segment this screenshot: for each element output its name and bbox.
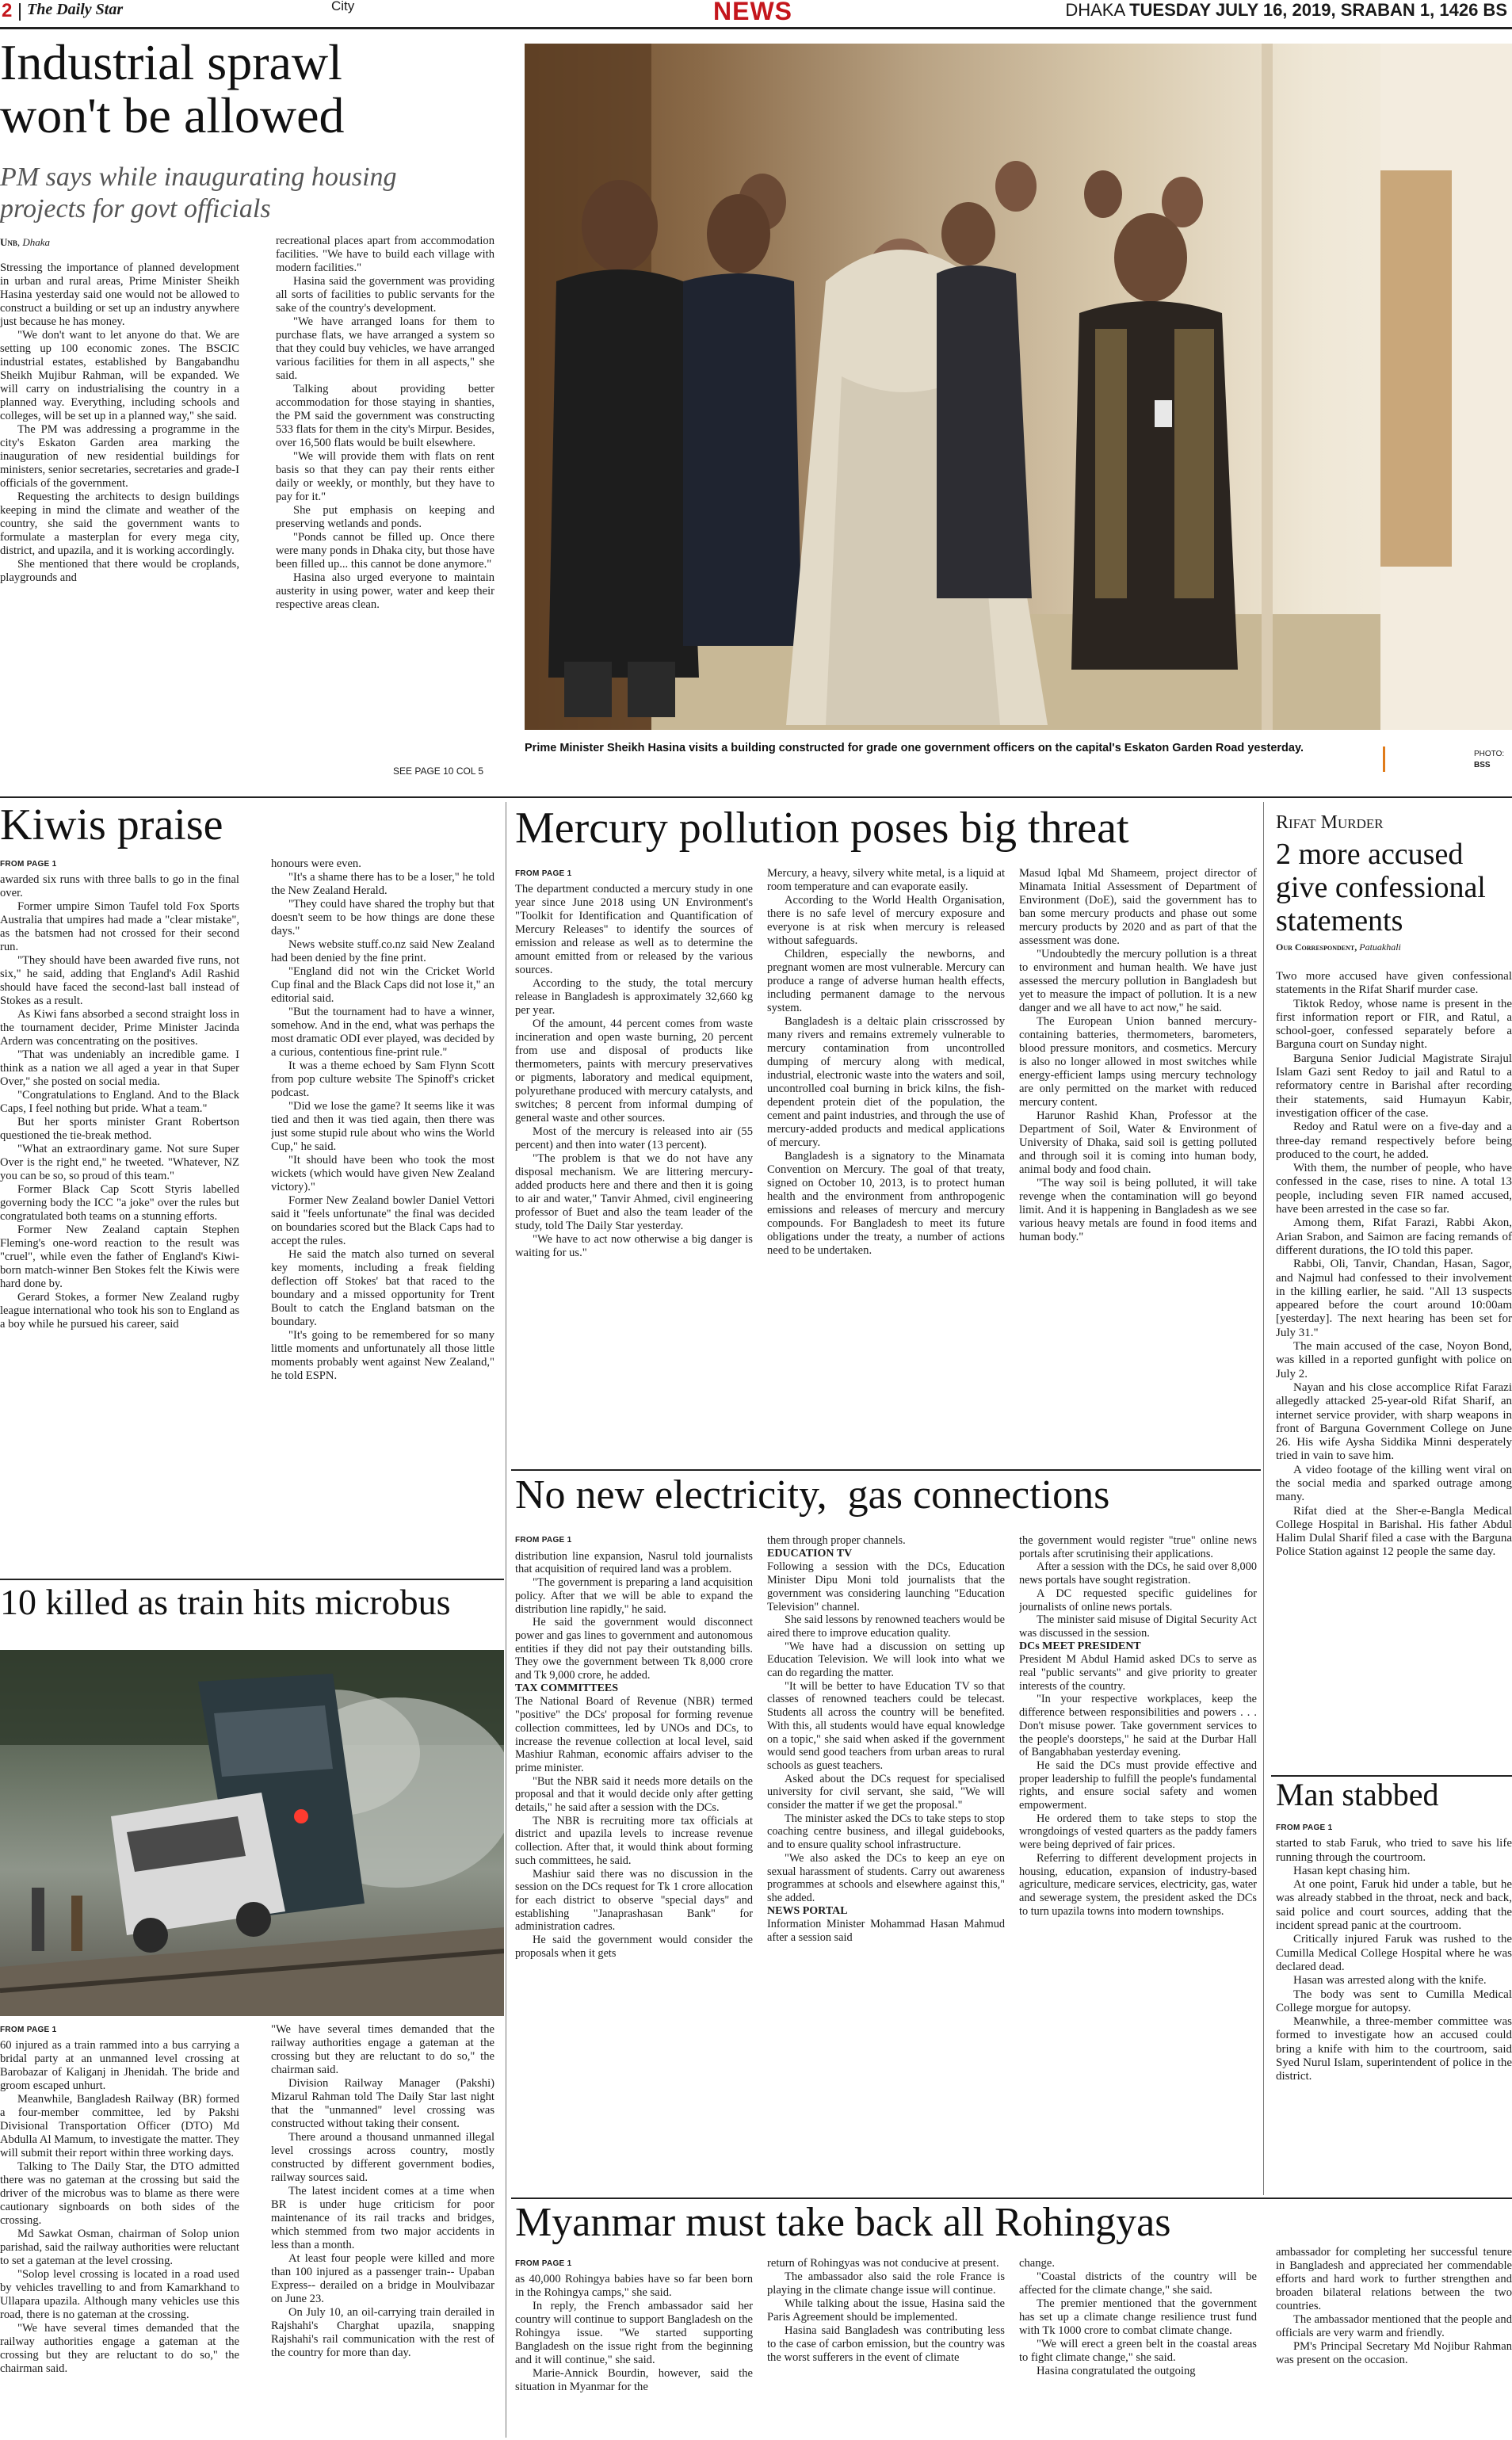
paragraph: Mercury, a heavy, silvery white metal, is a liquid at room temperature and can evaporate easily. bbox=[767, 867, 1005, 893]
rohingya-column-4 bbox=[1276, 2246, 1512, 2438]
paragraph: Hasina said the government was providing all sorts of facilities to public servants for the sake of the country's development. bbox=[276, 275, 494, 315]
paragraph: Gerard Stokes, a former New Zealand rugby league international who took his son to England as a boy while he pursued his career, said bbox=[0, 1291, 239, 1331]
paragraph: The latest incident comes at a time when BR is under huge criticism for poor maintenance of its rail tracks and bridges, which stemmed from two major accidents in less than a month. bbox=[271, 2185, 494, 2251]
paragraph: "We will provide them with flats on rent basis so that they can pay their rents either daily or weekly, or monthly, but they have to pay for it." bbox=[276, 450, 494, 503]
from-page-label: FROM PAGE 1 bbox=[515, 2259, 572, 2268]
lead-byline bbox=[0, 236, 50, 249]
from-page-label: FROM PAGE 1 bbox=[515, 869, 572, 878]
paragraph: change. bbox=[1019, 2257, 1055, 2270]
paragraph: "England did not win the Cricket World Cup final and the Black Caps did not lose it," an editorial said. bbox=[271, 965, 494, 1005]
paragraph: ambassador for completing her successful tenure in Bangladesh and appreciated her commendable efforts and hard work to further strengthen and broaden bilateral relations between the two countries. bbox=[1276, 2246, 1512, 2312]
paragraph: started to stab Faruk, who tried to save his life running through the courtroom. bbox=[1276, 1837, 1512, 1864]
electricity-headline: No new electricity, gas connections bbox=[515, 1472, 1110, 1518]
dateline bbox=[1065, 0, 1507, 21]
paragraph: He said the match also turned on several key moments, including a freak fielding deflection off Stokes' bat that raced to the boundary and a missed opportunity for Trent Boult to catch the England batsman on the boundary. bbox=[271, 1248, 494, 1328]
paragraph: "Congratulations to England. And to the Black Caps, I feel nothing but pride. What a team." bbox=[0, 1089, 239, 1115]
rifat-headline-line: statements bbox=[1276, 904, 1403, 937]
paragraph: Rifat died at the Sher-e-Bangla Medical College Hospital in Barishal. His father Abdul Halim Dulal Sharif filed a case with the Barguna Police Station against 12 people the same day. bbox=[1276, 1504, 1512, 1559]
paragraph: The minister said misuse of Digital Security Act was discussed in the session. bbox=[1019, 1613, 1257, 1640]
paragraph: "But the NBR said it needs more details on the proposal and that it would decide only after getting details," he said after a session with the DCs. bbox=[515, 1774, 753, 1815]
paragraph: honours were even. bbox=[271, 857, 361, 870]
rifat-headline-line: give confessional bbox=[1276, 871, 1486, 904]
paragraph: "We have had a discussion on setting up Education Television. We will look into what we can do regarding the matter. bbox=[767, 1640, 1005, 1680]
paragraph: distribution line expansion, Nasrul told journalists that acquisition of required land was a problem. bbox=[515, 1549, 753, 1576]
page-number: 2 bbox=[2, 0, 13, 21]
paragraph: "We have several times demanded that the railway authorities engage a gateman at the crossing but they are reluctant to do so," the chairman said. bbox=[271, 2023, 494, 2076]
paragraph: Hasina also urged everyone to maintain austerity in using power, water and keep their respective areas clean. bbox=[276, 571, 494, 611]
paragraph: The minister asked the DCs to take steps to stop coaching centre business, and illegal guidebooks, and to ensure quality school infrastructure. bbox=[767, 1812, 1005, 1852]
mercury-column-2 bbox=[767, 867, 1005, 1461]
paragraph: Harunor Rashid Khan, Professor at the Department of Soil, Water & Environment of University of Dhaka, said soil is getting polluted and through soil it is coming into human body, animal body and food chain. bbox=[1019, 1109, 1257, 1176]
lead-column-1 bbox=[0, 262, 239, 785]
paragraph: Hasina said Bangladesh was contributing less to the case of carbon emission, but the country was the worst sufferers in the event of climate bbox=[767, 2324, 1005, 2364]
section-rule bbox=[511, 2198, 1512, 2199]
rohingya-column-1 bbox=[515, 2257, 753, 2438]
section-label: City bbox=[331, 0, 355, 13]
paragraph: She mentioned that there would be croplands, playgrounds and bbox=[0, 558, 239, 584]
masthead bbox=[0, 0, 1512, 29]
paragraph: At one point, Faruk hid under a table, but he was already stabbed in the throat, neck and back, said police and court sources, adding that the incident spread panic at the courtroom. bbox=[1276, 1878, 1512, 1933]
byline-source: Unb bbox=[0, 236, 17, 248]
photo-scene bbox=[525, 44, 1512, 730]
rohingya-column-2 bbox=[767, 2257, 1005, 2438]
paragraph: "Ponds cannot be filled up. Once there were many ponds in Dhaka city, but those have been filled up... this cannot be done anymore." bbox=[276, 531, 494, 571]
byline-place: , Dhaka bbox=[17, 236, 51, 248]
lead-headline-line: Industrial sprawl bbox=[0, 34, 342, 90]
paragraph: She put emphasis on keeping and preserving wetlands and ponds. bbox=[276, 504, 494, 530]
subheading: NEWS PORTAL bbox=[767, 1904, 848, 1917]
paragraph: While talking about the issue, Hasina said the Paris Agreement should be implemented. bbox=[767, 2297, 1005, 2324]
subheading: EDUCATION TV bbox=[767, 1547, 853, 1560]
paragraph: Hasan was arrested along with the knife. bbox=[1293, 1974, 1487, 1988]
paragraph: "They should have been awarded five runs, not six," he said, adding that England's Adil Rashid should have faced the second-last ball instead of Stokes as a result. bbox=[0, 954, 239, 1007]
paragraph: On July 10, an oil-carrying train derailed in Rajshahi's Charghat upazila, snapping Rajshahi's rail communication with the rest of the country for more than day. bbox=[271, 2306, 494, 2359]
paragraph: "Did we lose the game? It seems like it was tied and then it was tied again, then there was just some stupid rule about who wins the World Cup," he said. bbox=[271, 1100, 494, 1153]
paragraph: He said the government would consider the proposals when it gets bbox=[515, 1934, 753, 1960]
paragraph: President M Abdul Hamid asked DCs to serve as real "public servants" and give priority to greater interests of the country. bbox=[1019, 1653, 1257, 1693]
paragraph: The European Union banned mercury-containing batteries, thermometers, barometers, blood pressure monitors, and cosmetics. Mercury is also no longer allowed in most switches while energy-efficient lamps using mercury technology are only permitted on the market with reduced mercury content. bbox=[1019, 1015, 1257, 1109]
paragraph: Barguna Senior Judicial Magistrate Sirajul Islam Gazi sent Redoy to jail and Ratul to a reformatory centre in Barishal after recording their statements, said Humayun Kabir, investigation officer of the case. bbox=[1276, 1052, 1512, 1120]
paragraph: Marie-Annick Bourdin, however, said the situation in Myanmar for the bbox=[515, 2367, 753, 2393]
paragraph: "Undoubtedly the mercury pollution is a threat to environment and human health. We have just assessed the mercury pollution in Bangladesh but yet to measure the impact of pollution. It is a new danger and we all have to act now," he said. bbox=[1019, 948, 1257, 1014]
rohingya-column-3 bbox=[1019, 2257, 1257, 2438]
paragraph: The NBR is recruiting more tax officials at district and upazila levels to increase revenue collection. After that, it would think about forming such committees, he said. bbox=[515, 1814, 753, 1867]
lead-subhead bbox=[0, 162, 515, 225]
paragraph: Talking about providing better accommodation for those staying in shanties, the PM said the government was constructing 533 flats for them in the city's Mirpur. Besides, over 16,500 flats would be built elsewhere. bbox=[276, 383, 494, 449]
section-rule bbox=[511, 1469, 1261, 1471]
kiwis-column-2 bbox=[271, 857, 494, 1575]
mercury-column-1 bbox=[515, 867, 753, 1461]
paragraph: Former Black Cap Scott Styris labelled governing body the ICC "a joke" over the rules but congratulated both teams on a stunning efforts. bbox=[0, 1183, 239, 1223]
paragraph: "We have arranged loans for them to purchase flats, we have arranged a system so that they could buy vehicles, we have arranged various facilities for them in all aspects," she said. bbox=[276, 315, 494, 382]
lead-subhead-line: PM says while inaugurating housing bbox=[0, 162, 397, 192]
paragraph: The department conducted a mercury study in one year since June 2018 using UN Environment's "Toolkit for Identification and Quantification of Mercury Releases" to identify the sources of emission and release as well as to determine the amount emitted from or released by the various sources. bbox=[515, 883, 753, 976]
category-label: NEWS bbox=[713, 0, 792, 25]
paragraph: "Coastal districts of the country will be affected for the climate change," she said. bbox=[1019, 2270, 1257, 2297]
paragraph: "What an extraordinary game. Not sure Super Over is the right end," he tweeted. "Whatever, NZ you can be so, so proud of this team." bbox=[0, 1143, 239, 1182]
paragraph: Md Sawkat Osman, chairman of Solop union parishad, said the railway authorities were reluctant to set a gateman at the level crossing. bbox=[0, 2228, 239, 2267]
lead-subhead-line: projects for govt officials bbox=[0, 194, 271, 223]
paragraph: The main accused of the case, Noyon Bond, was killed in a reported gunfight with police on July 2. bbox=[1276, 1340, 1512, 1380]
paragraph: There around a thousand unmanned illegal level crossings across country, mostly constructed by different government bodies, railway sources said. bbox=[271, 2131, 494, 2184]
rifat-headline bbox=[1276, 838, 1506, 937]
paragraph: Following a session with the DCs, Education Minister Dipu Moni told journalists that the government was considering launching "Education Television" channel. bbox=[767, 1560, 1005, 1613]
paragraph: Bangladesh is a signatory to the Minamata Convention on Mercury. The goal of that treaty, signed on October 10, 2013, is to protect human health and the environment from anthropogenic emissions and releases of mercury and mercury compounds. For Bangladesh to meet its future obligations under the treaty, a number of actions need to be undertaken. bbox=[767, 1150, 1005, 1257]
paragraph: "They could have shared the trophy but that doesn't seem to be how things are done these days." bbox=[271, 898, 494, 937]
rifat-byline-place: Patuakhali bbox=[1357, 941, 1401, 953]
paragraph: Tiktok Redoy, whose name is present in the first information report or FIR, and Ratul, a school-goer, confessed separately before a Barguna court on Sunday night. bbox=[1276, 997, 1512, 1052]
lead-headline bbox=[0, 36, 515, 142]
paragraph: Referring to different development projects in housing, education, expansion of industry-based agriculture, medicare services, electricity, gas, water and sewerage system, the president asked the DCs to turn upazila towns into modern townships. bbox=[1019, 1851, 1257, 1918]
paragraph: Stressing the importance of planned development in urban and rural areas, Prime Minister Sheikh Hasina yesterday said one would not be allowed to construct a building or set up an industry anywhere just because he has money. bbox=[0, 262, 239, 328]
paragraph: She said lessons by renowned teachers would be aired there to improve education quality. bbox=[767, 1613, 1005, 1640]
paragraph: But her sports minister Grant Robertson questioned the tie-break method. bbox=[0, 1116, 239, 1142]
paragraph: Critically injured Faruk was rushed to the Cumilla Medical College Hospital where he was declared dead. bbox=[1276, 1933, 1512, 1973]
paragraph: Most of the mercury is released into air (55 percent) and then into water (13 percent). bbox=[515, 1125, 753, 1151]
paragraph: The ambassador also said the role France is playing in the climate change issue will continue. bbox=[767, 2270, 1005, 2297]
paragraph: PM's Principal Secretary Md Nojibur Rahman was present on the occasion. bbox=[1276, 2340, 1512, 2366]
paragraph: "Solop level crossing is located in a road used by vehicles travelling to and from Kamarkhand to Ullapara upazila. Although many vehicles use this road, there is no gateman at the crossing. bbox=[0, 2268, 239, 2321]
stabbed-headline: Man stabbed bbox=[1276, 1777, 1439, 1812]
rohingya-headline: Myanmar must take back all Rohingyas bbox=[515, 2200, 1171, 2245]
paragraph: He said the DCs must provide effective and proper leadership to fulfill the people's fundamental rights, and ensure social safety and women empowerment. bbox=[1019, 1758, 1257, 1812]
photo-credit-source: BSS bbox=[1474, 761, 1491, 769]
paragraph: Meanwhile, a three-member committee was formed to investigate how an accused could bring a knife with him to the courtroom, said Syed Nurul Islam, superintendent of police in the district. bbox=[1276, 2015, 1512, 2083]
paragraph: Nayan and his close accomplice Rifat Farazi allegedly attacked 25-year-old Rifat Sharif, an internet service provider, with sharp weapons in front of Barguna Government College on June 26. His wife Aysha Siddika Minni desperately tried in vain to save him. bbox=[1276, 1380, 1512, 1463]
paragraph: "We have to act now otherwise a big danger is waiting for us." bbox=[515, 1233, 753, 1259]
from-page-label: FROM PAGE 1 bbox=[0, 2026, 57, 2034]
paragraph: Asked about the DCs request for specialised university for civil servant, she said, "We will consider the matter if we get the proposal." bbox=[767, 1772, 1005, 1812]
column-rule bbox=[1263, 802, 1264, 2195]
paragraph: Children, especially the newborns, and pregnant women are most vulnerable. Mercury can produce a range of adverse human health effects, including permanent damage to the nervous system. bbox=[767, 948, 1005, 1014]
paragraph: "It's going to be remembered for so many little moments and unfortunately all those little moments probably went against New Zealand," he told ESPN. bbox=[271, 1329, 494, 1382]
paragraph: Information Minister Mohammad Hasan Mahmud after a session said bbox=[767, 1918, 1005, 1945]
from-page-label: FROM PAGE 1 bbox=[1276, 1823, 1333, 1832]
masthead-rule bbox=[0, 27, 1512, 29]
paragraph: "We have several times demanded that the railway authorities engage a gateman at the crossing but they are reluctant to do so," the chairman said. bbox=[0, 2322, 239, 2375]
rifat-column bbox=[1276, 970, 1512, 1767]
mercury-column-3 bbox=[1019, 867, 1257, 1461]
continued-label: SEE PAGE 10 COL 5 bbox=[393, 766, 484, 777]
paragraph: "It will be better to have Education TV so that classes of renowned teachers could be telecast. Students all across the country will be benefited. With this, all students would have equal knowledge on a topic," she said when asked if the government would send good teachers from urban areas to rural schools as guest teachers. bbox=[767, 1679, 1005, 1772]
paragraph: "We also asked the DCs to keep an eye on sexual harassment of students. Carry out awareness programmes at schools and elsewhere against this," she added. bbox=[767, 1851, 1005, 1904]
paragraph: It was a theme echoed by Sam Flynn Scott from pop culture website The Spinoff's cricket podcast. bbox=[271, 1060, 494, 1099]
train-column-1 bbox=[0, 2023, 239, 2435]
paragraph: Former umpire Simon Taufel told Fox Sports Australia that umpires had made a "clear mistake", as the batsmen had not crossed for their second run. bbox=[0, 900, 239, 953]
paragraph: as 40,000 Rohingya babies have so far been born in the Rohingya camps," she said. bbox=[515, 2273, 753, 2299]
paragraph: Hasan kept chasing him. bbox=[1293, 1864, 1411, 1877]
train-photo bbox=[0, 1650, 504, 2016]
paragraph: The body was sent to Cumilla Medical College morgue for autopsy. bbox=[1276, 1988, 1512, 2014]
lead-column-2 bbox=[276, 235, 494, 766]
rifat-kicker: Rifat Murder bbox=[1276, 812, 1384, 833]
dateline-place: DHAKA bbox=[1065, 0, 1124, 20]
paragraph: Former New Zealand captain Stephen Fleming's one-word reaction to the result was "cruel", while even the father of England's Kiwi-born match-winner Ben Stokes felt the Kiwis were hard done by. bbox=[0, 1224, 239, 1290]
paragraph: He ordered them to take steps to stop the wrongdoings of vested quarters as the paddy famers were being deprived of fair prices. bbox=[1019, 1812, 1257, 1852]
paragraph: With them, the number of people, who have confessed in the case, rises to nine. A total 13 people, including seven FIR named accused, have been arrested in the case so far. bbox=[1276, 1162, 1512, 1216]
section-rule bbox=[0, 796, 1512, 798]
lead-photo-caption: Prime Minister Sheikh Hasina visits a building constructed for grade one government officers on the capital's Eskaton Garden Road yesterday. bbox=[525, 742, 1304, 754]
paragraph: "We will erect a green belt in the coastal areas to fight climate change," she said. bbox=[1019, 2338, 1257, 2364]
paragraph: Of the amount, 44 percent comes from waste incineration and open waste burning, 20 percent from use and disposal of products like thermometers, paints with mercury preservatives or pigments, laboratory and medical equipment, polyurethane produced with mercury catalysts, and switches; 8 percent from informal dumping of general waste and other sources. bbox=[515, 1018, 753, 1125]
lead-headline-line: won't be allowed bbox=[0, 86, 345, 143]
paragraph: The PM was addressing a programme in the city's Eskaton Garden area marking the inauguration of new residential buildings for ministers, senior secretaries, secretaries and grade-I officials of the government. bbox=[0, 423, 239, 490]
paragraph: The premier mentioned that the government has set up a climate change resilience trust fund with Tk 1000 crore to combat climate change. bbox=[1019, 2297, 1257, 2337]
paragraph: The ambassador mentioned that the people and officials are very warm and friendly. bbox=[1276, 2313, 1512, 2339]
paragraph: 60 injured as a train rammed into a bus carrying a bridal party at an unmanned level crossing at Barobazar of Kaliganj in Jhenidah. The bride and groom escaped unhurt. bbox=[0, 2039, 239, 2092]
paragraph: Among them, Rifat Farazi, Rabbi Akon, Arian Srabon, and Saimon are facing remands of different durations, the IO told this paper. bbox=[1276, 1216, 1512, 1257]
caption-accent-bar bbox=[1383, 747, 1385, 772]
paragraph: Hasina congratulated the outgoing bbox=[1037, 2365, 1196, 2377]
paragraph: awarded six runs with three balls to go in the final over. bbox=[0, 873, 239, 899]
rifat-byline bbox=[1276, 941, 1401, 953]
paper-name: The Daily Star bbox=[27, 1, 124, 18]
paragraph: As Kiwi fans absorbed a second straight loss in the tournament decider, Prime Minister Jacinda Ardern was concentrating on the positives. bbox=[0, 1008, 239, 1048]
paragraph: In reply, the French ambassador said her country will continue to support Bangladesh on the Rohingya issue. "We started supporting Bangladesh on the issue right from the beginning and it will continue," she said. bbox=[515, 2300, 753, 2366]
paragraph: "We don't want to let anyone do that. We are setting up 100 economic zones. The BSCIC industrial estates, established by Bangabandhu Sheikh Mujibur Rahman, will be expanded. We will carry on industrialising the country in a planned way. Everything, including schools and colleges, will be set up in a planned way," she said. bbox=[0, 329, 239, 422]
paragraph: Requesting the architects to design buildings keeping in mind the climate and weather of the country, she said the government wants to formulate a masterplan for every mega city, district, and upazila, and it is working accordingly. bbox=[0, 491, 239, 557]
from-page-label: FROM PAGE 1 bbox=[515, 1536, 572, 1545]
subheading: DCs MEET PRESIDENT bbox=[1019, 1640, 1141, 1652]
paragraph: He said the government would disconnect power and gas lines to government and autonomous entities if they did not pay their outstanding bills. They owe the government between Tk 8,000 crore and Tk 9,000 crore, he added. bbox=[515, 1616, 753, 1682]
rifat-byline-source: Our Correspondent, bbox=[1276, 941, 1357, 953]
paragraph: Mashiur said there was no discussion in the session on the DCs request for Tk 1 crore allocation for each district to observe "special days" and establishing "Janaprashasan Bank" for administration cadres. bbox=[515, 1867, 753, 1934]
subheading: TAX COMMITTEES bbox=[515, 1682, 619, 1694]
paragraph: The National Board of Revenue (NBR) termed "positive" the DCs' proposal for forming revenue collection committees, led by UNOs and DCs, to increase the revenue collection at local level, said Mashiur Rahman, economic affairs adviser to the prime minister. bbox=[515, 1695, 753, 1774]
electricity-column-2 bbox=[767, 1534, 1005, 2192]
kiwis-headline: Kiwis praise bbox=[0, 800, 223, 850]
train-headline: 10 killed as train hits microbus bbox=[0, 1582, 451, 1622]
paragraph: "It's a shame there has to be a loser," he told the New Zealand Herald. bbox=[271, 871, 494, 897]
paragraph: "The problem is that we do not have any disposal mechanism. We are littering mercury-added products here and there and then it is going to air and water," Tanvir Ahmed, civil engineering professor of Buet and also the team leader of the study, told The Daily Star yesterday. bbox=[515, 1152, 753, 1232]
section-rule bbox=[0, 1579, 504, 1580]
paragraph: Redoy and Ratul were on a five-day and a three-day remand respectively before being produced to the court, he added. bbox=[1276, 1121, 1512, 1161]
electricity-column-1 bbox=[515, 1534, 753, 2192]
from-page-label: FROM PAGE 1 bbox=[0, 860, 57, 869]
paragraph: According to the World Health Organisation, there is no safe level of mercury exposure and everyone is at risk when mercury is released without safeguards. bbox=[767, 894, 1005, 947]
photo-credit bbox=[1474, 749, 1504, 771]
mercury-headline: Mercury pollution poses big threat bbox=[515, 804, 1129, 853]
paragraph: At least four people were killed and more than 100 injured as a passenger train-- Upaban Express-- derailed on a bridge in Moulvibazar on June 23. bbox=[271, 2252, 494, 2305]
paragraph: Two more accused have given confessional statements in the Rifat Sharif murder case. bbox=[1276, 970, 1512, 997]
train-scene bbox=[0, 1650, 504, 2016]
paragraph: "The government is preparing a land acquisition policy. After that we will be able to expand the distribution line rapidly," he said. bbox=[515, 1576, 753, 1616]
paragraph: "It should have been who took the most wickets (which would have given New Zealand victory)." bbox=[271, 1154, 494, 1193]
lead-photo bbox=[525, 44, 1512, 730]
dateline-date: TUESDAY JULY 16, 2019, SRABAN 1, 1426 BS bbox=[1129, 0, 1507, 20]
paragraph: return of Rohingyas was not conducive at present. bbox=[767, 2257, 999, 2270]
paragraph: Meanwhile, Bangladesh Railway (BR) formed a four-member committee, led by Pakshi Divisional Transportation Officer (DTO) Md Abdulla Al Mamum, to investigate the matter. They will submit their report within three working days. bbox=[0, 2093, 239, 2159]
paragraph: Talking to The Daily Star, the DTO admitted there was no gateman at the crossing but said the driver of the microbus was to blame as there were cautionary signboards on both sides of the crossing. bbox=[0, 2160, 239, 2227]
paragraph: Bangladesh is a deltaic plain crisscrossed by many rivers and remains extremely vulnerable to mercury contamination from uncontrolled dumping of mercury along with medical, industrial, electronic waste into the waters and soil, uncontrolled coal burning in brick kilns, the fish-dependent protein diet of the population, the cement and paint industries, and through the use of mercury-added products and medical applications of mercury. bbox=[767, 1015, 1005, 1149]
paragraph: According to the study, the total mercury release in Bangladesh is approximately 32,660 kg per year. bbox=[515, 977, 753, 1017]
paragraph: "That was undeniably an incredible game. I think as a nation we all aged a year in that Super Over," she posted on social media. bbox=[0, 1048, 239, 1088]
paragraph: Division Railway Manager (Pakshi) Mizarul Rahman told The Daily Star last night that the "unmanned" level crossing was constructed without taking their consent. bbox=[271, 2077, 494, 2130]
paragraph: "In your respective workplaces, keep the difference between responsibilities and powers . . . Don't misuse power. Take government services to the people's doorsteps," he said at the Durbar Hall of Bangabhaban yesterday evening. bbox=[1019, 1693, 1257, 1759]
paragraph: the government would register "true" online news portals after scrutinising their applications. bbox=[1019, 1534, 1257, 1560]
electricity-column-3 bbox=[1019, 1534, 1257, 2192]
paragraph: News website stuff.co.nz said New Zealand had been denied by the fine print. bbox=[271, 938, 494, 964]
paragraph: recreational places apart from accommodation facilities. "We have to build each village with modern facilities." bbox=[276, 235, 494, 274]
stabbed-column bbox=[1276, 1821, 1512, 2195]
kiwis-column-1 bbox=[0, 857, 239, 1575]
rifat-headline-line: 2 more accused bbox=[1276, 838, 1464, 871]
paragraph: "The way soil is being polluted, it will take revenge when the contamination will go beyond limit. And it is happening in Bangladesh as we see various heavy metals are found in food items and human body." bbox=[1019, 1177, 1257, 1243]
train-column-2 bbox=[271, 2023, 494, 2435]
paragraph: "But the tournament had to have a winner, somehow. And in the end, what was perhaps the most dramatic ODI ever played, was decided by a curious, contentious fine-print rule." bbox=[271, 1006, 494, 1059]
paragraph: A video footage of the killing went viral on the social media and sparked outrage among many. bbox=[1276, 1463, 1512, 1504]
photo-credit-label: PHOTO: bbox=[1474, 750, 1505, 758]
paragraph: Rabbi, Oli, Tanvir, Chandan, Hasan, Sagor, and Najmul had confessed to their involvement in the killing earlier, he said. "All 13 suspects appeared before the court around 10:00am [yesterday]. The next hearing has been set for July 31." bbox=[1276, 1258, 1512, 1339]
paragraph: A DC requested specific guidelines for journalists of online news portals. bbox=[1019, 1587, 1257, 1613]
paragraph: them through proper channels. bbox=[767, 1534, 906, 1547]
paragraph: Masud Iqbal Md Shameem, project director of Minamata Initial Assessment of Department of Environment (DoE), said the government has to ban some mercury products and phase out some mercury products by 2020 and as part of that the assessment was done. bbox=[1019, 867, 1257, 947]
paragraph: After a session with the DCs, he said over 8,000 news portals have sought registration. bbox=[1019, 1560, 1257, 1587]
paragraph: Former New Zealand bowler Daniel Vettori said it "feels unfortunate" the final was decided on boundaries scored but the Black Caps had to accept the rules. bbox=[271, 1194, 494, 1247]
